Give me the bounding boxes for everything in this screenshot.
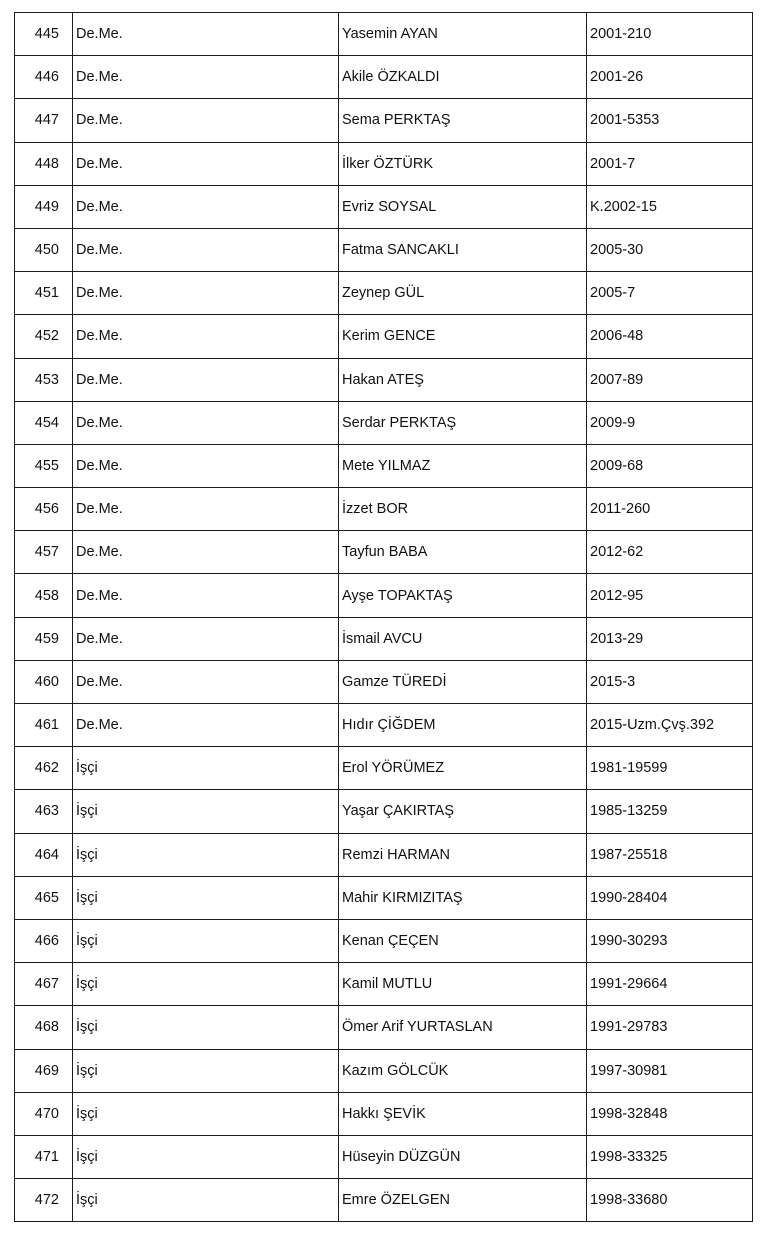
table-row <box>15 13 753 56</box>
row-registry-number: 2006-48 <box>587 315 753 358</box>
row-name: Kazım GÖLCÜK <box>339 1049 587 1092</box>
table-row <box>15 1179 753 1222</box>
row-registry-number: 2009-9 <box>587 401 753 444</box>
row-category: İşçi <box>73 963 339 1006</box>
row-name: Evriz SOYSAL <box>339 185 587 228</box>
row-registry-number: 2015-Uzm.Çvş.392 <box>587 704 753 747</box>
row-number: 455 <box>15 444 73 487</box>
row-registry-number: 2005-30 <box>587 228 753 271</box>
row-registry-number: 2011-260 <box>587 488 753 531</box>
row-category: De.Me. <box>73 185 339 228</box>
row-category: De.Me. <box>73 660 339 703</box>
row-name: Kenan ÇEÇEN <box>339 919 587 962</box>
personnel-table <box>14 12 753 1222</box>
row-name: Hakan ATEŞ <box>339 358 587 401</box>
row-number: 453 <box>15 358 73 401</box>
row-registry-number: K.2002-15 <box>587 185 753 228</box>
table-row <box>15 444 753 487</box>
row-number: 468 <box>15 1006 73 1049</box>
row-number: 446 <box>15 56 73 99</box>
table-row <box>15 963 753 1006</box>
table-row <box>15 99 753 142</box>
row-name: Ömer Arif YURTASLAN <box>339 1006 587 1049</box>
document-page <box>14 12 752 1222</box>
row-category: De.Me. <box>73 704 339 747</box>
row-registry-number: 1997-30981 <box>587 1049 753 1092</box>
row-number: 460 <box>15 660 73 703</box>
table-row <box>15 142 753 185</box>
row-category: İşçi <box>73 1179 339 1222</box>
table-row <box>15 617 753 660</box>
row-registry-number: 1990-28404 <box>587 876 753 919</box>
row-registry-number: 1987-25518 <box>587 833 753 876</box>
row-number: 448 <box>15 142 73 185</box>
row-registry-number: 2009-68 <box>587 444 753 487</box>
row-number: 472 <box>15 1179 73 1222</box>
table-row <box>15 1092 753 1135</box>
row-registry-number: 2013-29 <box>587 617 753 660</box>
row-number: 458 <box>15 574 73 617</box>
table-row <box>15 790 753 833</box>
row-registry-number: 1985-13259 <box>587 790 753 833</box>
row-registry-number: 2012-62 <box>587 531 753 574</box>
table-row <box>15 488 753 531</box>
row-category: De.Me. <box>73 401 339 444</box>
row-category: De.Me. <box>73 228 339 271</box>
row-registry-number: 2007-89 <box>587 358 753 401</box>
row-number: 457 <box>15 531 73 574</box>
row-category: İşçi <box>73 1006 339 1049</box>
row-name: Erol YÖRÜMEZ <box>339 747 587 790</box>
table-row <box>15 876 753 919</box>
table-row <box>15 56 753 99</box>
row-name: Yaşar ÇAKIRTAŞ <box>339 790 587 833</box>
row-name: İlker ÖZTÜRK <box>339 142 587 185</box>
row-category: De.Me. <box>73 444 339 487</box>
row-name: Fatma SANCAKLI <box>339 228 587 271</box>
row-number: 445 <box>15 13 73 56</box>
row-registry-number: 1998-33325 <box>587 1135 753 1178</box>
row-name: Emre ÖZELGEN <box>339 1179 587 1222</box>
table-row <box>15 574 753 617</box>
row-name: Ayşe TOPAKTAŞ <box>339 574 587 617</box>
row-name: Serdar PERKTAŞ <box>339 401 587 444</box>
row-category: İşçi <box>73 1135 339 1178</box>
row-registry-number: 1990-30293 <box>587 919 753 962</box>
row-number: 465 <box>15 876 73 919</box>
row-category: De.Me. <box>73 272 339 315</box>
table-row <box>15 660 753 703</box>
row-registry-number: 2015-3 <box>587 660 753 703</box>
table-row <box>15 358 753 401</box>
table-row <box>15 531 753 574</box>
row-registry-number: 2012-95 <box>587 574 753 617</box>
row-name: Kerim GENCE <box>339 315 587 358</box>
table-row <box>15 747 753 790</box>
row-name: Tayfun BABA <box>339 531 587 574</box>
row-number: 450 <box>15 228 73 271</box>
table-row <box>15 272 753 315</box>
row-number: 466 <box>15 919 73 962</box>
row-registry-number: 2005-7 <box>587 272 753 315</box>
table-row <box>15 919 753 962</box>
row-name: Yasemin AYAN <box>339 13 587 56</box>
row-category: İşçi <box>73 876 339 919</box>
table-row <box>15 1049 753 1092</box>
row-name: İsmail AVCU <box>339 617 587 660</box>
row-name: Hıdır ÇİĞDEM <box>339 704 587 747</box>
row-category: De.Me. <box>73 142 339 185</box>
row-category: De.Me. <box>73 358 339 401</box>
row-category: İşçi <box>73 1092 339 1135</box>
row-registry-number: 1998-32848 <box>587 1092 753 1135</box>
row-name: Hüseyin DÜZGÜN <box>339 1135 587 1178</box>
row-category: De.Me. <box>73 531 339 574</box>
row-category: De.Me. <box>73 574 339 617</box>
row-number: 459 <box>15 617 73 660</box>
table-row <box>15 315 753 358</box>
row-category: İşçi <box>73 747 339 790</box>
table-row <box>15 704 753 747</box>
row-registry-number: 1981-19599 <box>587 747 753 790</box>
table-row <box>15 833 753 876</box>
row-name: Sema PERKTAŞ <box>339 99 587 142</box>
row-number: 464 <box>15 833 73 876</box>
row-number: 456 <box>15 488 73 531</box>
row-number: 463 <box>15 790 73 833</box>
row-number: 471 <box>15 1135 73 1178</box>
row-name: Zeynep GÜL <box>339 272 587 315</box>
row-category: De.Me. <box>73 315 339 358</box>
row-number: 449 <box>15 185 73 228</box>
row-registry-number: 2001-26 <box>587 56 753 99</box>
row-registry-number: 2001-5353 <box>587 99 753 142</box>
table-row <box>15 1006 753 1049</box>
row-category: İşçi <box>73 790 339 833</box>
row-name: Hakkı ŞEVİK <box>339 1092 587 1135</box>
row-number: 461 <box>15 704 73 747</box>
row-category: De.Me. <box>73 99 339 142</box>
row-number: 467 <box>15 963 73 1006</box>
row-number: 447 <box>15 99 73 142</box>
row-category: De.Me. <box>73 56 339 99</box>
row-category: De.Me. <box>73 13 339 56</box>
row-category: İşçi <box>73 1049 339 1092</box>
row-registry-number: 1991-29664 <box>587 963 753 1006</box>
row-registry-number: 1998-33680 <box>587 1179 753 1222</box>
row-number: 452 <box>15 315 73 358</box>
personnel-table-body <box>15 13 753 1222</box>
table-row <box>15 228 753 271</box>
row-category: İşçi <box>73 919 339 962</box>
row-number: 462 <box>15 747 73 790</box>
row-number: 470 <box>15 1092 73 1135</box>
row-registry-number: 1991-29783 <box>587 1006 753 1049</box>
row-registry-number: 2001-210 <box>587 13 753 56</box>
row-name: Mete YILMAZ <box>339 444 587 487</box>
table-row <box>15 1135 753 1178</box>
row-category: İşçi <box>73 833 339 876</box>
row-number: 469 <box>15 1049 73 1092</box>
row-registry-number: 2001-7 <box>587 142 753 185</box>
row-name: İzzet BOR <box>339 488 587 531</box>
row-name: Remzi HARMAN <box>339 833 587 876</box>
row-number: 451 <box>15 272 73 315</box>
row-category: De.Me. <box>73 488 339 531</box>
row-name: Kamil MUTLU <box>339 963 587 1006</box>
table-row <box>15 185 753 228</box>
row-name: Mahir KIRMIZITAŞ <box>339 876 587 919</box>
row-name: Akile ÖZKALDI <box>339 56 587 99</box>
row-name: Gamze TÜREDİ <box>339 660 587 703</box>
table-row <box>15 401 753 444</box>
row-number: 454 <box>15 401 73 444</box>
row-category: De.Me. <box>73 617 339 660</box>
